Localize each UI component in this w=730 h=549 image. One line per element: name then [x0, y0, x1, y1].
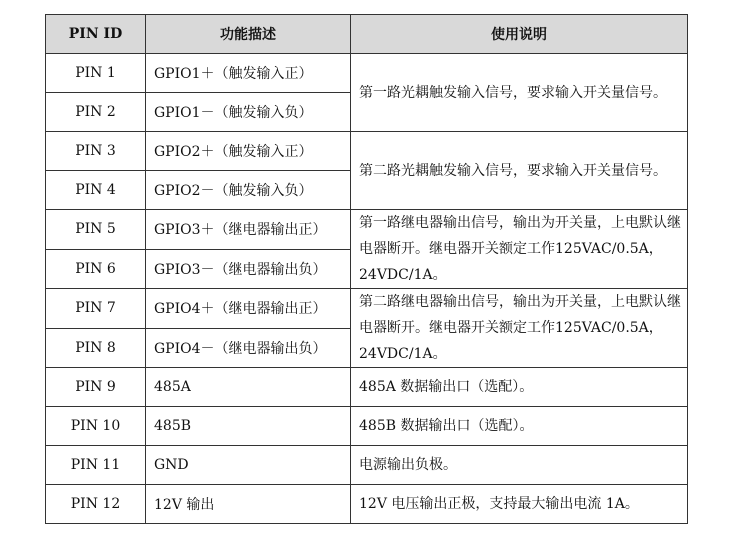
table-row — [46, 289, 688, 329]
pin-id-cell: PIN 4 — [46, 171, 146, 210]
usage-cell: 485A 数据输出口（选配）。 — [351, 368, 688, 407]
usage-cell: 电源输出负极。 — [351, 446, 688, 485]
header-pin-id: PIN ID — [46, 15, 146, 54]
function-cell: GPIO3－（继电器输出负） — [146, 249, 351, 289]
table-row — [46, 446, 688, 485]
function-cell: GND — [146, 446, 351, 485]
function-cell: 12V 输出 — [146, 485, 351, 524]
table-row — [46, 54, 688, 93]
function-cell: GPIO3＋（继电器输出正） — [146, 210, 351, 250]
usage-cell: 第一路光耦触发输入信号，要求输入开关量信号。 — [351, 54, 688, 132]
pin-id-cell: PIN 12 — [46, 485, 146, 524]
usage-cell: 第二路继电器输出信号，输出为开关量，上电默认继电器断开。继电器开关额定工作125VAC/0.5A，24VDC/1A。 — [351, 289, 688, 368]
table-row — [46, 210, 688, 250]
table-header-row — [46, 15, 688, 54]
pin-id-cell: PIN 5 — [46, 210, 146, 250]
pin-id-cell: PIN 1 — [46, 54, 146, 93]
pin-id-cell: PIN 7 — [46, 289, 146, 329]
table-row — [46, 132, 688, 171]
pin-id-cell: PIN 11 — [46, 446, 146, 485]
header-function: 功能描述 — [146, 15, 351, 54]
pin-definition-table — [45, 14, 688, 524]
pin-id-cell: PIN 3 — [46, 132, 146, 171]
pin-id-cell: PIN 10 — [46, 407, 146, 446]
usage-cell: 第一路继电器输出信号，输出为开关量，上电默认继电器断开。继电器开关额定工作125VAC/0.5A，24VDC/1A。 — [351, 210, 688, 289]
function-cell: GPIO2＋（触发输入正） — [146, 132, 351, 171]
usage-cell: 第二路光耦触发输入信号，要求输入开关量信号。 — [351, 132, 688, 210]
function-cell: GPIO4－（继电器输出负） — [146, 328, 351, 368]
table-row — [46, 407, 688, 446]
table-row — [46, 485, 688, 524]
function-cell: 485A — [146, 368, 351, 407]
usage-cell: 485B 数据输出口（选配）。 — [351, 407, 688, 446]
function-cell: GPIO1－（触发输入负） — [146, 93, 351, 132]
pin-id-cell: PIN 2 — [46, 93, 146, 132]
pin-id-cell: PIN 6 — [46, 249, 146, 289]
function-cell: GPIO1＋（触发输入正） — [146, 54, 351, 93]
pin-id-cell: PIN 8 — [46, 328, 146, 368]
function-cell: 485B — [146, 407, 351, 446]
pin-id-cell: PIN 9 — [46, 368, 146, 407]
usage-cell: 12V 电压输出正极，支持最大输出电流 1A。 — [351, 485, 688, 524]
function-cell: GPIO4＋（继电器输出正） — [146, 289, 351, 329]
table-row — [46, 368, 688, 407]
function-cell: GPIO2－（触发输入负） — [146, 171, 351, 210]
header-usage: 使用说明 — [351, 15, 688, 54]
